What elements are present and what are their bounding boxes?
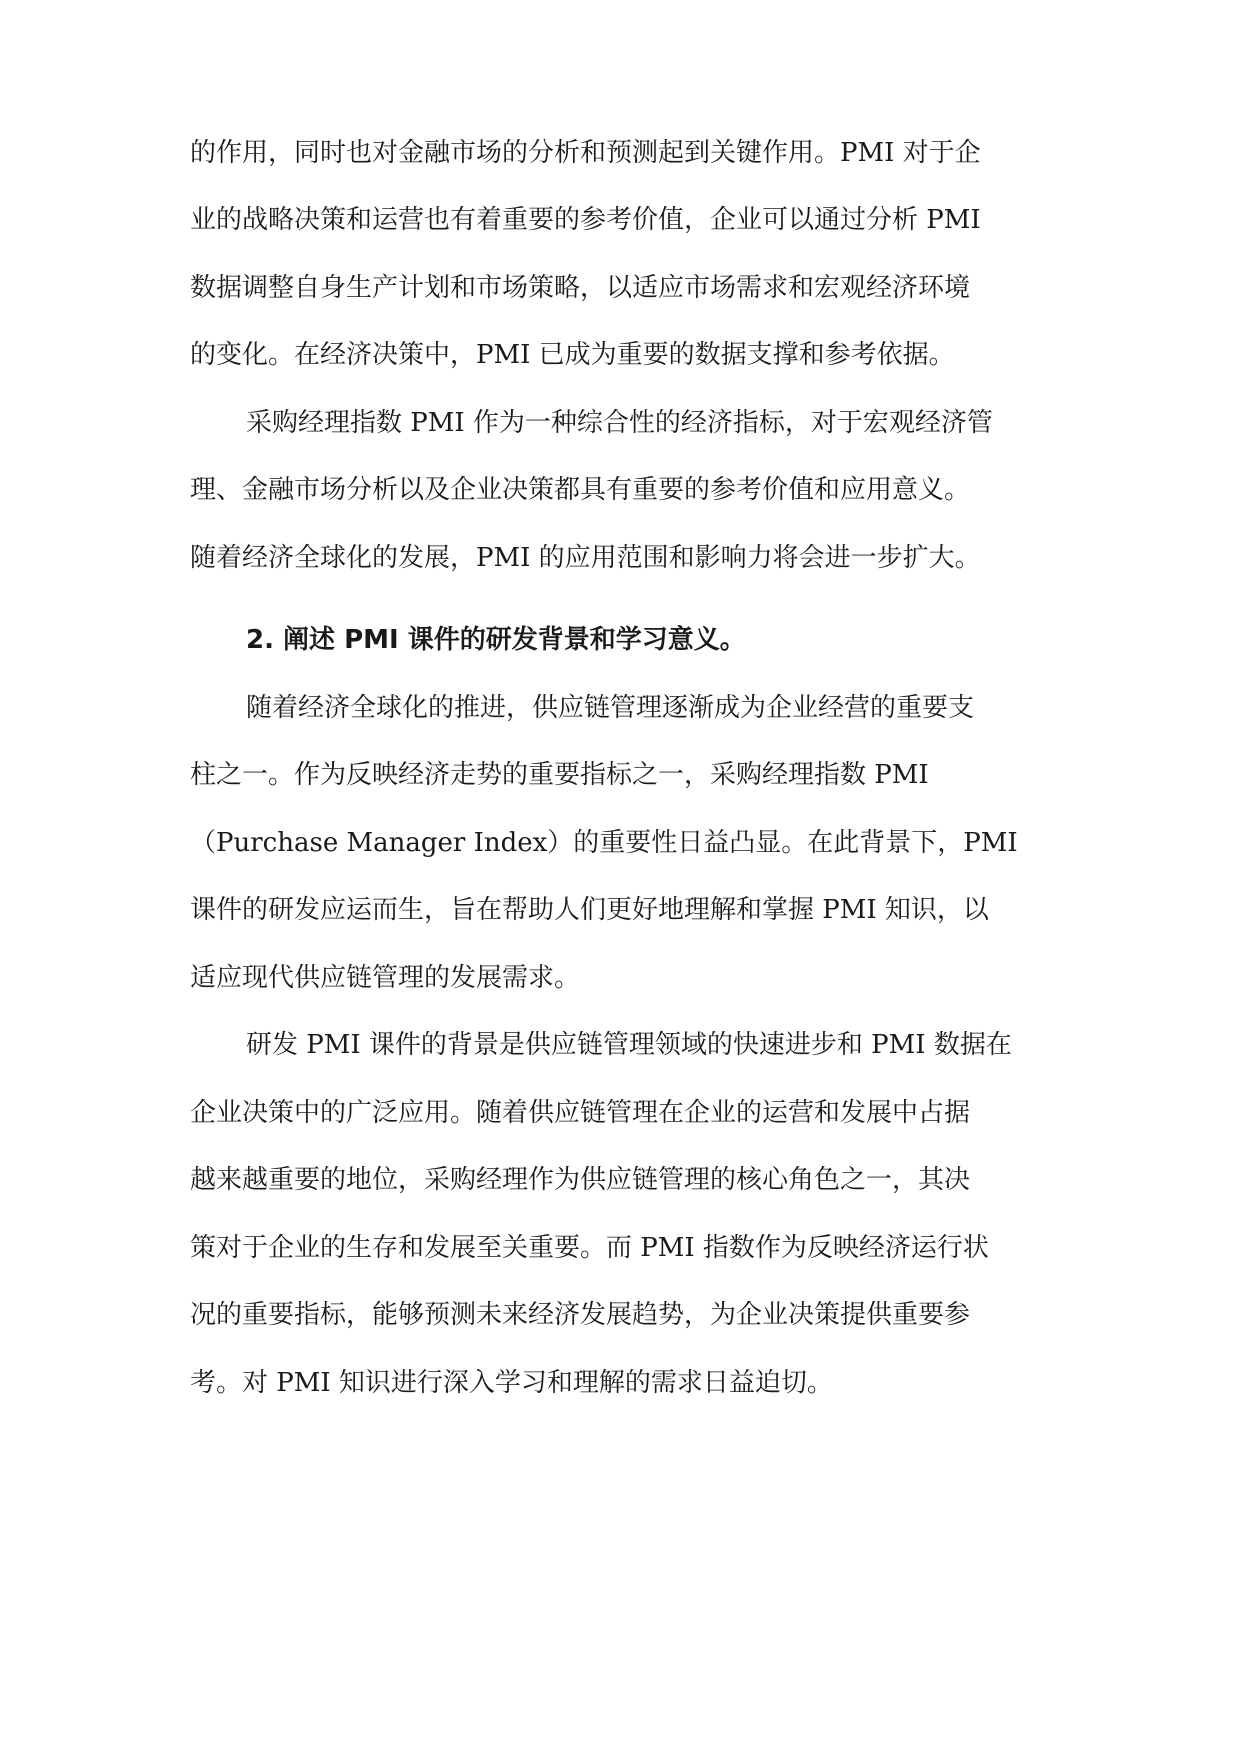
paragraph-2-line-2: 理、金融市场分析以及企业决策都具有重要的参考价值和应用意义。 bbox=[190, 475, 971, 505]
paragraph-1-line-3: 数据调整自身生产计划和市场策略，以适应市场需求和宏观经济环境 bbox=[190, 273, 971, 303]
paragraph-1-line-1: 的作用，同时也对金融市场的分析和预测起到关键作用。PMI 对于企 bbox=[190, 138, 981, 168]
paragraph-4-line-5: 况的重要指标，能够预测未来经济发展趋势，为企业决策提供重要参 bbox=[190, 1300, 971, 1330]
paragraph-2-line-1: 采购经理指数 PMI 作为一种综合性的经济指标，对于宏观经济管 bbox=[246, 408, 993, 438]
section-heading: 2. 阐述 PMI 课件的研发背景和学习意义。 bbox=[246, 625, 746, 655]
paragraph-3-line-3: （Purchase Manager Index）的重要性日益凸显。在此背景下，PMI bbox=[190, 828, 1018, 858]
paragraph-1-line-4: 的变化。在经济决策中，PMI 已成为重要的数据支撑和参考依据。 bbox=[190, 340, 955, 370]
paragraph-2-line-3: 随着经济全球化的发展，PMI 的应用范围和影响力将会进一步扩大。 bbox=[190, 543, 981, 573]
paragraph-4-line-1: 研发 PMI 课件的背景是供应链管理领域的快速进步和 PMI 数据在 bbox=[246, 1030, 1012, 1060]
paragraph-3-line-1: 随着经济全球化的推进，供应链管理逐渐成为企业经营的重要支 bbox=[246, 693, 975, 723]
paragraph-4-line-2: 企业决策中的广泛应用。随着供应链管理在企业的运营和发展中占据 bbox=[190, 1098, 971, 1128]
paragraph-3-line-5: 适应现代供应链管理的发展需求。 bbox=[190, 963, 581, 993]
paragraph-3-line-2: 柱之一。作为反映经济走势的重要指标之一，采购经理指数 PMI bbox=[190, 760, 929, 790]
paragraph-4-line-4: 策对于企业的生存和发展至关重要。而 PMI 指数作为反映经济运行状 bbox=[190, 1233, 989, 1263]
paragraph-3-line-4: 课件的研发应运而生，旨在帮助人们更好地理解和掌握 PMI 知识，以 bbox=[190, 895, 989, 925]
paragraph-4-line-6: 考。对 PMI 知识进行深入学习和理解的需求日益迫切。 bbox=[190, 1368, 833, 1398]
paragraph-1-line-2: 业的战略决策和运营也有着重要的参考价值，企业可以通过分析 PMI bbox=[190, 205, 981, 235]
paragraph-4-line-3: 越来越重要的地位，采购经理作为供应链管理的核心角色之一，其决 bbox=[190, 1165, 971, 1195]
